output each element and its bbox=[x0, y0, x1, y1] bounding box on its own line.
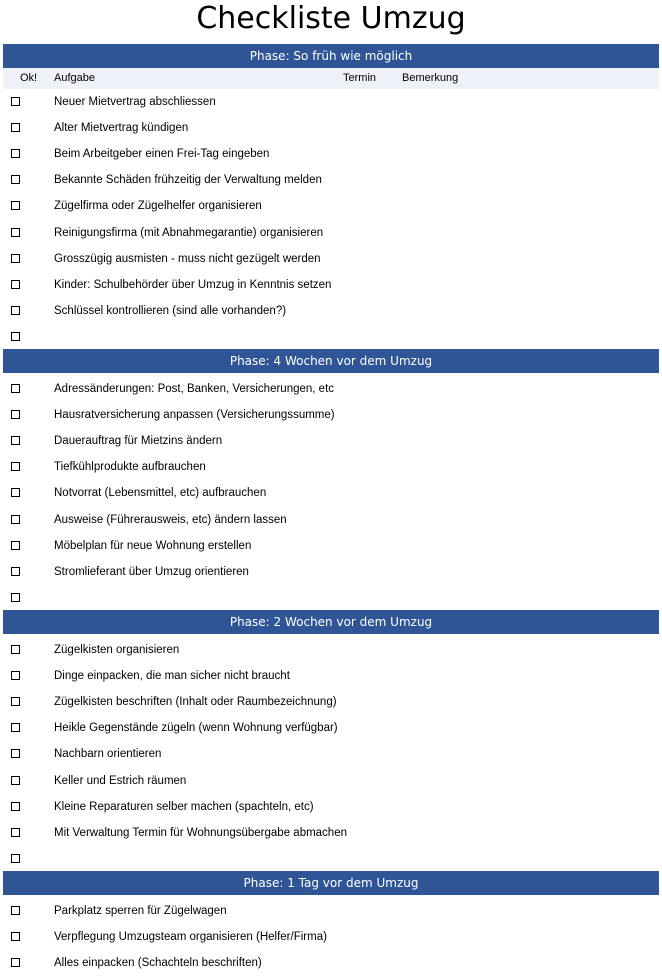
task-label: Adressänderungen: Post, Banken, Versicherungen, etc bbox=[54, 383, 335, 395]
task-label: Notvorrat (Lebensmittel, etc) aufbrauchen bbox=[54, 487, 267, 500]
checklist-row bbox=[3, 115, 659, 141]
checkbox[interactable] bbox=[11, 228, 20, 237]
checklist-row bbox=[3, 637, 659, 663]
checkbox[interactable] bbox=[11, 97, 20, 106]
checkbox[interactable] bbox=[11, 828, 20, 837]
checkbox[interactable] bbox=[11, 123, 20, 132]
task-label: Nachbarn orientieren bbox=[54, 748, 162, 761]
checklist-row bbox=[3, 898, 659, 924]
task-label: Heikle Gegenstände zügeln (wenn Wohnung verfügbar) bbox=[54, 722, 338, 735]
task-label: Zügelkisten beschriften (Inhalt oder Raumbezeichnung) bbox=[54, 696, 337, 709]
task-label: Beim Arbeitgeber einen Frei-Tag eingeben bbox=[54, 148, 270, 161]
checklist-row bbox=[3, 689, 659, 715]
checkbox[interactable] bbox=[11, 958, 20, 967]
task-label: Hausratversicherung anpassen (Versicherungssumme) bbox=[54, 409, 335, 422]
checkbox[interactable] bbox=[11, 436, 20, 445]
task-label: Stromlieferant über Umzug orientieren bbox=[54, 565, 249, 578]
phase-header: Phase: 4 Wochen vor dem Umzug bbox=[3, 349, 659, 373]
column-header-row bbox=[3, 68, 659, 89]
task-label: Grosszügig ausmisten - muss nicht gezügelt werden bbox=[54, 252, 321, 265]
checkbox[interactable] bbox=[11, 541, 20, 550]
task-label: Dauerauftrag für Mietzins ändern bbox=[54, 435, 223, 448]
task-label: Schlüssel kontrollieren (sind alle vorhanden?) bbox=[54, 304, 287, 317]
task-label: Zügelfirma oder Zügelhelfer organisieren bbox=[54, 200, 262, 213]
checklist-row bbox=[3, 950, 659, 976]
checklist-row bbox=[3, 768, 659, 794]
checklist-row bbox=[3, 141, 659, 167]
column-date: Termin bbox=[343, 72, 377, 84]
checklist-row bbox=[3, 846, 659, 872]
checklist-row bbox=[3, 715, 659, 741]
checkbox[interactable] bbox=[11, 462, 20, 471]
checklist-row bbox=[3, 820, 659, 846]
checklist-row bbox=[3, 480, 659, 506]
phase-header: Phase: 2 Wochen vor dem Umzug bbox=[3, 610, 659, 634]
checklist-row bbox=[3, 167, 659, 193]
checklist-row bbox=[3, 272, 659, 298]
checkbox[interactable] bbox=[11, 723, 20, 732]
checklist-row bbox=[3, 794, 659, 820]
checklist-row bbox=[3, 89, 659, 115]
checkbox[interactable] bbox=[11, 149, 20, 158]
checklist-row bbox=[3, 741, 659, 767]
task-label: Möbelplan für neue Wohnung erstellen bbox=[54, 539, 252, 552]
checkbox[interactable] bbox=[11, 593, 20, 602]
task-label: Ausweise (Führerausweis, etc) ändern lassen bbox=[54, 513, 287, 526]
column-remark: Bemerkung bbox=[402, 72, 459, 84]
task-label: Dinge einpacken, die man sicher nicht braucht bbox=[54, 670, 290, 683]
task-label: Reinigungsfirma (mit Abnahmegarantie) organisieren bbox=[54, 226, 324, 239]
checkbox[interactable] bbox=[11, 932, 20, 941]
checklist-row bbox=[3, 220, 659, 246]
checkbox[interactable] bbox=[11, 749, 20, 758]
task-label: Parkplatz sperren für Zügelwagen bbox=[54, 905, 227, 917]
column-ok: Ok! bbox=[20, 72, 38, 84]
checklist-row bbox=[3, 924, 659, 950]
checkbox[interactable] bbox=[11, 488, 20, 497]
checkbox[interactable] bbox=[11, 410, 20, 419]
checkbox[interactable] bbox=[11, 671, 20, 680]
checkbox[interactable] bbox=[11, 567, 20, 576]
checklist-row bbox=[3, 376, 659, 402]
checkbox[interactable] bbox=[11, 201, 20, 210]
task-label: Alles einpacken (Schachteln beschriften) bbox=[54, 957, 262, 970]
checkbox[interactable] bbox=[11, 776, 20, 785]
task-label: Alter Mietvertrag kündigen bbox=[54, 122, 189, 135]
checkbox[interactable] bbox=[11, 515, 20, 524]
checkbox[interactable] bbox=[11, 697, 20, 706]
checklist-row bbox=[3, 533, 659, 559]
task-label: Kinder: Schulbehörder über Umzug in Kenntnis setzen bbox=[54, 278, 332, 291]
checkbox[interactable] bbox=[11, 854, 20, 863]
checklist-row bbox=[3, 585, 659, 611]
checkbox[interactable] bbox=[11, 384, 20, 393]
checkbox[interactable] bbox=[11, 645, 20, 654]
checklist-row bbox=[3, 246, 659, 272]
checklist-row bbox=[3, 559, 659, 585]
checklist-row bbox=[3, 454, 659, 480]
checklist-row bbox=[3, 324, 659, 350]
checklist-row bbox=[3, 402, 659, 428]
task-label: Mit Verwaltung Termin für Wohnungsübergabe abmachen bbox=[54, 826, 347, 839]
checklist-row bbox=[3, 428, 659, 454]
checklist-row bbox=[3, 507, 659, 533]
checkbox[interactable] bbox=[11, 332, 20, 341]
checkbox[interactable] bbox=[11, 175, 20, 184]
task-label: Bekannte Schäden frühzeitig der Verwaltung melden bbox=[54, 174, 322, 187]
checklist-row bbox=[3, 193, 659, 219]
checkbox[interactable] bbox=[11, 906, 20, 915]
checkbox[interactable] bbox=[11, 802, 20, 811]
checklist-row bbox=[3, 298, 659, 324]
column-task: Aufgabe bbox=[54, 72, 95, 84]
checklist-row bbox=[3, 663, 659, 689]
checkbox[interactable] bbox=[11, 254, 20, 263]
checkbox[interactable] bbox=[11, 280, 20, 289]
phase-header: Phase: So früh wie möglich bbox=[3, 44, 659, 68]
page-title: Checkliste Umzug bbox=[196, 1, 466, 36]
task-label: Zügelkisten organisieren bbox=[54, 644, 180, 656]
task-label: Kleine Reparaturen selber machen (spachteln, etc) bbox=[54, 800, 314, 813]
task-label: Neuer Mietvertrag abschliessen bbox=[54, 96, 216, 108]
task-label: Verpflegung Umzugsteam organisieren (Helfer/Firma) bbox=[54, 931, 327, 944]
task-label: Tiefkühlprodukte aufbrauchen bbox=[54, 461, 206, 474]
task-label: Keller und Estrich räumen bbox=[54, 774, 187, 787]
checkbox[interactable] bbox=[11, 306, 20, 315]
phase-header: Phase: 1 Tag vor dem Umzug bbox=[3, 871, 659, 895]
